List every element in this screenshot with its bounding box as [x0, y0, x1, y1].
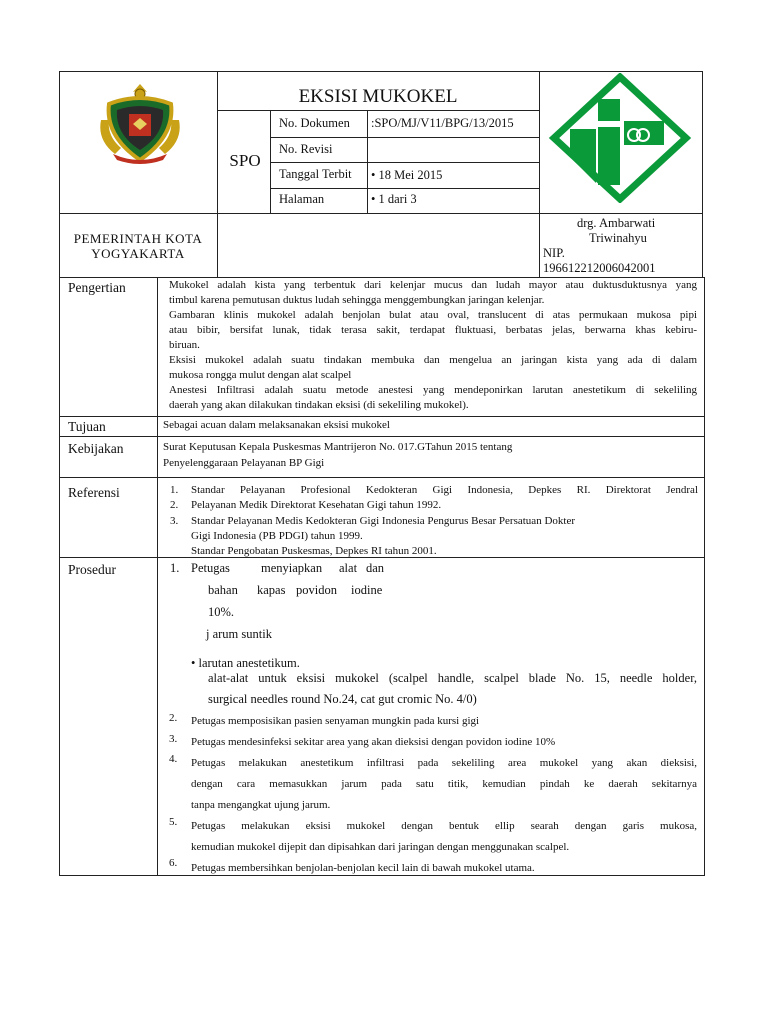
- document-title: EKSISI MUKOKEL: [298, 86, 458, 107]
- section-label-kebijakan: Kebijakan: [68, 441, 124, 456]
- row-line-tujuan: [59, 436, 705, 437]
- step1-alat-line-1: alat-alat untuk eksisi mukokel (scalpel handle, scalpel blade No. 15, needle holder,: [208, 671, 697, 685]
- step1-line3: 10%.: [208, 605, 235, 619]
- field-label-dokumen: No. Dokumen: [279, 116, 350, 130]
- prosedur-step-3-line-1: Petugas mendesinfeksi sekitar area yang akan dieksisi dengan povidon iodine 10%: [191, 736, 556, 748]
- header-border-right: [702, 71, 703, 277]
- header-divider-2: [539, 71, 540, 277]
- field-label-halaman: Halaman: [279, 192, 325, 206]
- nip-value: 196612212006042001: [543, 261, 656, 275]
- body-border-bottom: [59, 875, 705, 876]
- pengertian-line-9: daerah yang akan dilakukan tindakan eksisi (di sekeliling mukokel).: [169, 399, 469, 411]
- prosedur-step-4-line-3: tanpa mengangkat ujung jarum.: [191, 799, 331, 811]
- prosedur-step-4-line-1: Petugas melakukan anestetikum infiltrasi pada sekeliling area mukokel yang akan dieksisi,: [191, 757, 697, 769]
- signer-name-line1: drg. Ambarwati: [577, 216, 656, 230]
- prosedur-step-6-line-1: Petugas membersihkan benjolan-benjolan kecil lain di bawah mukokel utama.: [191, 862, 535, 874]
- field-row-line-1: [270, 137, 539, 138]
- prosedur-step-5-line-1: Petugas melakukan eksisi mukokel dengan bentuk ellip searah dengan garis mukosa,: [191, 820, 697, 832]
- referensi-item-1: Standar Pelayanan Profesional Kedokteran Gigi Indonesia, Depkes RI. Direktorat Jendral: [191, 484, 698, 496]
- prosedur-step-4-line-2: dengan cara memasukkan jarum pada satu titik, kemudian pindah ke daerah sekitarnya: [191, 778, 697, 790]
- pengertian-line-3: Gambaran klinis mukokel adalah benjolan bulat atau oval, translucent di atas permukaan mukosa pipi: [169, 309, 697, 321]
- prosedur-step-5-line-2: kemudian mukokel dijepit dan dipisahkan dari jaringan dengan menggunakan scalpel.: [191, 841, 570, 853]
- tujuan-text: Sebagai acuan dalam melaksanakan eksisi mukokel: [163, 419, 390, 431]
- referensi-num-3: 3.: [170, 515, 179, 527]
- referensi-item-2: Pelayanan Medik Direktorat Kesehatan Gigi tahun 1992.: [191, 499, 442, 511]
- prosedur-step-5-num: 5.: [169, 816, 178, 828]
- pengertian-line-7: mukosa rongga mulut dengan alat scalpel: [169, 369, 352, 381]
- pengertian-line-5: biruan.: [169, 339, 200, 351]
- org-name-line2: YOGYAKARTA: [91, 246, 185, 261]
- signer-name-line2: Triwinahyu: [589, 231, 647, 245]
- pengertian-line-8: Anestesi Infiltrasi adalah suatu metode anestesi yang mendeponirkan larutan anestetikum di sekeliling: [169, 384, 697, 396]
- pengertian-line-2: timbul karena pemutusan duktus ludah sehingga menggembungkan jaringan kelenjar.: [169, 294, 545, 306]
- step1-line2-word-2: kapas: [257, 583, 286, 597]
- prosedur-step-6-num: 6.: [169, 857, 178, 869]
- step1-word-1: Petugas: [191, 561, 230, 575]
- row-line-pengertian: [59, 416, 705, 417]
- prosedur-step-4-num: 4.: [169, 753, 178, 765]
- prosedur-step-2-num: 2.: [169, 712, 178, 724]
- prosedur-step-3-num: 3.: [169, 733, 178, 745]
- prosedur-step-1-num: 1.: [170, 561, 180, 575]
- section-label-pengertian: Pengertian: [68, 280, 126, 295]
- spo-label: SPO: [229, 151, 261, 170]
- step1-alat-line-2: surgical needles round No.24, cat gut cromic No. 4/0): [208, 692, 477, 706]
- yogyakarta-crest-icon: [95, 80, 185, 166]
- referensi-num-1: 1.: [170, 484, 179, 496]
- body-border-right: [704, 277, 705, 876]
- title-underline: [217, 110, 539, 111]
- kebijakan-line-1: Surat Keputusan Kepala Puskesmas Mantrijeron No. 017.GTahun 2015 tentang: [163, 441, 513, 453]
- field-row-line-3: [270, 188, 539, 189]
- field-value-halaman: • 1 dari 3: [371, 192, 417, 206]
- step1-word-3: alat: [339, 561, 358, 575]
- referensi-num-2: 2.: [170, 499, 179, 511]
- field-label-revisi: No. Revisi: [279, 142, 333, 156]
- step1-line4: j arum suntik: [206, 627, 272, 641]
- step1-line2-word-3: povidon: [296, 583, 337, 597]
- referensi-extra: Standar Pengobatan Puskesmas, Depkes RI tahun 2001.: [191, 545, 437, 557]
- field-value-tanggal: • 18 Mei 2015: [371, 168, 443, 182]
- prosedur-step-2-line-1: Petugas memposisikan pasien senyaman mungkin pada kursi gigi: [191, 715, 480, 727]
- step1-line2-word-1: bahan: [208, 583, 238, 597]
- step1-line2-word-4: iodine: [351, 583, 383, 597]
- body-label-divider: [157, 277, 158, 876]
- header-border-top: [59, 71, 703, 72]
- field-row-line-2: [270, 162, 539, 163]
- field-value-dokumen: :SPO/MJ/V11/BPG/13/2015: [371, 116, 514, 130]
- body-border-left: [59, 277, 60, 876]
- row-line-kebijakan: [59, 477, 705, 478]
- step1-bullet: • larutan anestetikum.: [191, 656, 300, 670]
- step1-word-4: dan: [366, 561, 385, 575]
- org-name-line1: PEMERINTAH KOTA: [73, 231, 203, 246]
- nip-label: NIP.: [543, 246, 565, 260]
- pengertian-line-4: atau bibir, bersifat lunak, tidak terasa sakit, terdapat fluktuasi, berbatas jelas, berwarna khas kebiru-: [169, 324, 697, 336]
- referensi-item-3-cont: Gigi Indonesia (PB PDGI) tahun 1999.: [191, 530, 363, 542]
- pengertian-line-1: Mukokel adalah kista yang terbentuk dari kelenjar mucus dan ludah mayor atau duktusduktusnya yang: [169, 279, 697, 291]
- field-label-tanggal: Tanggal Terbit: [279, 167, 352, 181]
- pengertian-line-6: Eksisi mukokel adalah suatu tindakan membuka dan mengelua an jaringan kista yang ada di dalam: [169, 354, 697, 366]
- section-label-referensi: Referensi: [68, 485, 120, 500]
- section-label-tujuan: Tujuan: [68, 419, 106, 434]
- referensi-item-3: Standar Pelayanan Medis Kedokteran Gigi Indonesia Pengurus Besar Persatuan Dokter: [191, 515, 575, 527]
- header-border-mid: [59, 213, 703, 214]
- puskesmas-green-cross-icon: [548, 73, 692, 203]
- step1-word-2: menyiapkan: [261, 561, 323, 575]
- section-label-prosedur: Prosedur: [68, 562, 116, 577]
- kebijakan-line-2: Penyelenggaraan Pelayanan BP Gigi: [163, 457, 325, 469]
